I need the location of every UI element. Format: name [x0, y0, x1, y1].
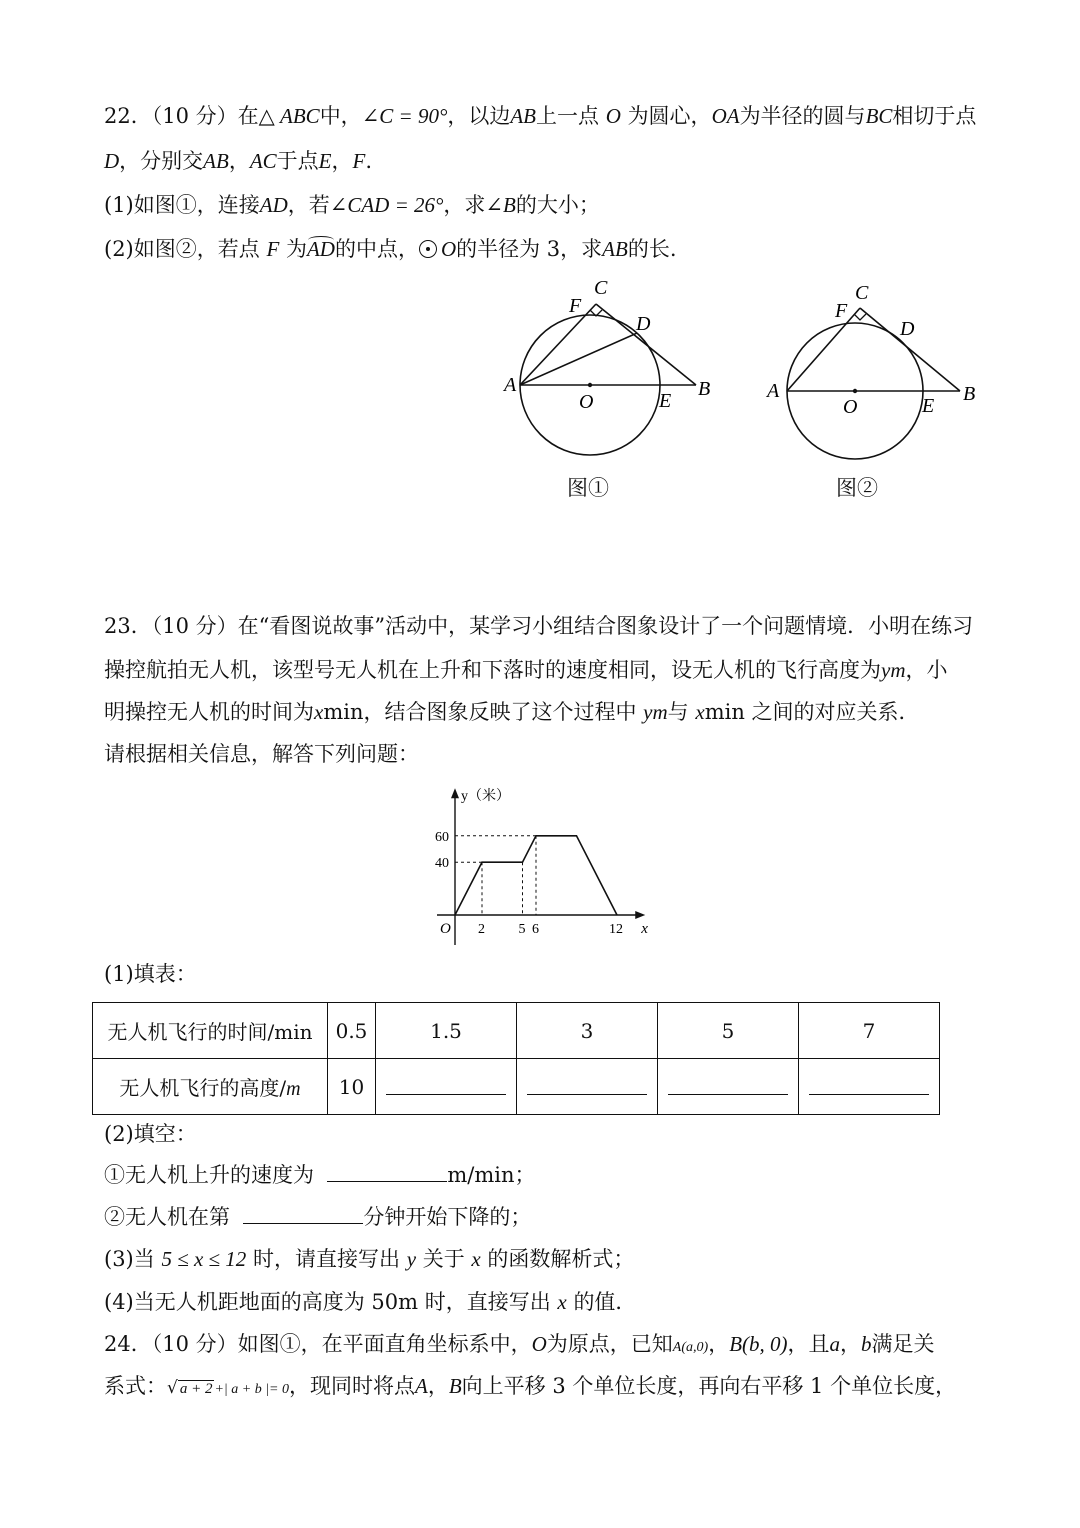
q22-math-ab: AB [602, 237, 628, 261]
q23-math-x: x [557, 1290, 567, 1314]
q22-text: ， [228, 149, 250, 173]
q22-text: 为 [285, 237, 307, 261]
answer-blank[interactable] [809, 1074, 929, 1095]
q23-math-x: x [314, 700, 324, 724]
q22-line-2 [104, 147, 372, 175]
table-cell: 7 [799, 1003, 940, 1059]
table-answer-cell[interactable] [376, 1059, 517, 1115]
q23-line-2 [104, 656, 948, 684]
table-row [93, 1059, 940, 1115]
q24-math-abs: +| a + b |= 0 [214, 1382, 290, 1397]
q23-text: 关于 [422, 1247, 465, 1271]
y-axis-label: y（米） [461, 789, 510, 805]
q23-math-x: x [471, 1247, 481, 1271]
q23-text: 与 [667, 700, 689, 724]
q22-math-bc: BC [865, 104, 893, 128]
circle-dot-icon [419, 240, 437, 258]
q23-part-2-1 [104, 1161, 536, 1189]
fig1-label-a: A [504, 374, 517, 396]
q22-text: 的大小； [515, 193, 600, 217]
q24-math-point-a: A(a,0) [672, 1340, 709, 1355]
fig2-label-a: A [767, 380, 780, 402]
q23-text: (3)当 [104, 1247, 155, 1271]
q24-text: 满足关 [871, 1332, 935, 1356]
q22-text: (2)如图②，若点 [104, 237, 260, 261]
q23-part-3 [104, 1245, 634, 1273]
table-label-unit: m [286, 1078, 301, 1100]
q22-math-d: D [104, 149, 120, 173]
q24-math-b-point: B [448, 1374, 462, 1398]
figure-1 [490, 270, 730, 510]
table-cell: 1.5 [376, 1003, 517, 1059]
fig1-caption: 图① [567, 476, 609, 500]
q24-line-1 [104, 1330, 935, 1362]
fig2-caption: 图② [836, 476, 878, 500]
q22-text: 于点 [276, 149, 319, 173]
x-tick-label: 12 [609, 922, 623, 937]
q22-line-1 [104, 102, 976, 130]
figure-2 [760, 275, 1000, 495]
q23-part-1: (1)填表： [104, 962, 197, 986]
q24-text: ， [427, 1374, 449, 1398]
q22-math-ab: AB [510, 104, 537, 128]
q24-math-o: O [531, 1332, 547, 1356]
q22-text: ，以边 [447, 104, 511, 128]
fig2-label-o: O [843, 396, 858, 418]
table-answer-cell[interactable] [658, 1059, 799, 1115]
q23-part-2-2 [104, 1203, 531, 1231]
q22-math-ad: AD [259, 193, 288, 217]
table-cell: 5 [658, 1003, 799, 1059]
q23-math-condition: 5 ≤ x ≤ 12 [161, 1247, 247, 1271]
fig1-label-d: D [636, 313, 651, 335]
q22-math-oa: OA [711, 104, 740, 128]
q22-math-angle-b: ∠B [485, 193, 516, 217]
q22-text: 上一点 [536, 104, 600, 128]
q23-math-x: x [695, 700, 705, 724]
q24-line-2 [104, 1372, 956, 1404]
q23-text: 时，请直接写出 [253, 1247, 400, 1271]
y-tick-label: 40 [435, 856, 449, 872]
q22-math-triangle: △ ABC [258, 104, 320, 128]
q24-math-b: b [861, 1332, 872, 1356]
q22-text: ， [331, 149, 353, 173]
q22-text: ，分别交 [119, 149, 204, 173]
fig1-label-e: E [659, 390, 672, 412]
q22-math-ab: AB [203, 149, 229, 173]
sqrt-icon: √ [167, 1378, 178, 1398]
q22-math-ac: AC [249, 149, 277, 173]
q23-text: min，结合图象反映了这个过程中 [323, 700, 637, 724]
q24-math-point-b: B(b, 0) [729, 1332, 788, 1356]
fig1-label-b: B [698, 378, 711, 400]
q23-line-3 [104, 698, 920, 726]
q23-text: 明操控无人机的时间为 [104, 700, 314, 724]
q23-line-4: 请根据相关信息，解答下列问题： [104, 742, 419, 766]
origin-label: O [440, 921, 451, 937]
q22-text: 22．（10 分）在 [104, 104, 259, 128]
x-tick-label: 2 [478, 922, 485, 937]
answer-blank[interactable] [243, 1203, 363, 1224]
fig1-label-o: O [579, 391, 594, 413]
q22-part-1 [104, 191, 600, 219]
q23-math-ym: ym [643, 700, 668, 724]
q22-math-e: E [318, 149, 332, 173]
table-answer-cell[interactable] [517, 1059, 658, 1115]
table-row [93, 1003, 940, 1059]
fig2-label-e: E [922, 395, 935, 417]
q22-math-f: F [266, 237, 280, 261]
answer-blank[interactable] [527, 1074, 647, 1095]
q22-math-arc-ad: AD [306, 237, 335, 261]
fig1-label-c: C [594, 277, 608, 299]
table-cell: 0.5 [328, 1003, 376, 1059]
fill-table [92, 1002, 940, 1115]
q22-math-f: F [352, 149, 366, 173]
y-tick-label: 60 [435, 829, 449, 845]
q23-line-1: 23．（10 分）在“看图说故事”活动中，某学习小组结合图象设计了一个问题情境．小明在练习 [104, 614, 974, 638]
q24-text: ，现同时将点 [289, 1374, 416, 1398]
q22-text: 为圆心， [627, 104, 712, 128]
q24-text: 系式： [104, 1374, 167, 1398]
q23-text: 分钟开始下降的； [363, 1205, 532, 1229]
q24-math-a-point: A [415, 1374, 428, 1398]
q22-text: 为半径的圆与 [739, 104, 866, 128]
table-header-height [93, 1059, 328, 1115]
q22-text: ，若 [287, 193, 330, 217]
q23-text: ，小 [905, 658, 948, 682]
q23-text: 的值． [573, 1290, 637, 1314]
q22-text: 的半径为 3，求 [456, 237, 603, 261]
x-axis-arrow-icon [635, 911, 645, 919]
q23-text: ①无人机上升的速度为 [104, 1163, 314, 1187]
table-header-time: 无人机飞行的时间/min [93, 1003, 328, 1059]
q23-text: ②无人机在第 [104, 1205, 230, 1229]
answer-blank[interactable] [668, 1074, 788, 1095]
fig2-label-c: C [855, 282, 869, 304]
q22-part-2 [104, 235, 677, 263]
q24-text: 向上平移 3 个单位长度，再向右平移 1 个单位长度， [461, 1374, 957, 1398]
q23-text: 的函数解析式； [487, 1247, 635, 1271]
q23-part-2: (2)填空： [104, 1122, 197, 1146]
q22-text: . [365, 149, 373, 173]
q24-math-sqrt: a + 2 [179, 1381, 213, 1397]
fig2-label-b: B [963, 383, 976, 405]
q22-math-o: O [440, 237, 457, 261]
q22-text: ，求 [443, 193, 486, 217]
q24-text: ，且 [787, 1332, 830, 1356]
q24-math-a: a [829, 1332, 841, 1356]
fig2-label-f: F [835, 300, 848, 322]
x-tick-label: 5 [518, 922, 526, 937]
table-answer-cell[interactable] [799, 1059, 940, 1115]
q24-text: ， [840, 1332, 862, 1356]
q23-text: min 之间的对应关系． [704, 700, 920, 724]
height-time-chart [420, 770, 660, 950]
q22-math-o: O [605, 104, 621, 128]
q22-text: 相切于点 [892, 104, 977, 128]
fig1-label-f: F [569, 295, 582, 317]
q23-text: m/min； [447, 1163, 536, 1187]
q22-text: 中， [319, 104, 362, 128]
q23-math-y: y [406, 1247, 417, 1271]
q22-text: (1)如图①，连接 [104, 193, 260, 217]
q23-text: (4)当无人机距地面的高度为 50m 时，直接写出 [104, 1290, 551, 1314]
q22-text: 的中点， [334, 237, 419, 261]
q22-math-angle-c: ∠C = 90° [361, 104, 448, 128]
q24-text: 为原点，已知 [546, 1332, 673, 1356]
q23-text: 操控航拍无人机，该型号无人机在上升和下落时的速度相同，设无人机的飞行高度为 [104, 658, 881, 682]
x-tick-label: 6 [532, 922, 539, 937]
fig2-label-d: D [900, 318, 915, 340]
y-axis-arrow-icon [451, 788, 459, 798]
q24-text: 24．（10 分）如图①，在平面直角坐标系中， [104, 1332, 532, 1356]
x-axis-label: x [641, 921, 648, 937]
q23-part-4 [104, 1288, 636, 1316]
q22-text: 的长. [627, 237, 677, 261]
q23-math-ym: ym [881, 658, 906, 682]
table-cell: 10 [328, 1059, 376, 1115]
table-cell: 3 [517, 1003, 658, 1059]
table-label-text: 无人机飞行的高度/ [119, 1076, 287, 1100]
q24-text: ， [708, 1332, 730, 1356]
q22-math-angle-cad: ∠CAD = 26° [329, 193, 444, 217]
answer-blank[interactable] [386, 1074, 506, 1095]
answer-blank[interactable] [327, 1161, 447, 1182]
